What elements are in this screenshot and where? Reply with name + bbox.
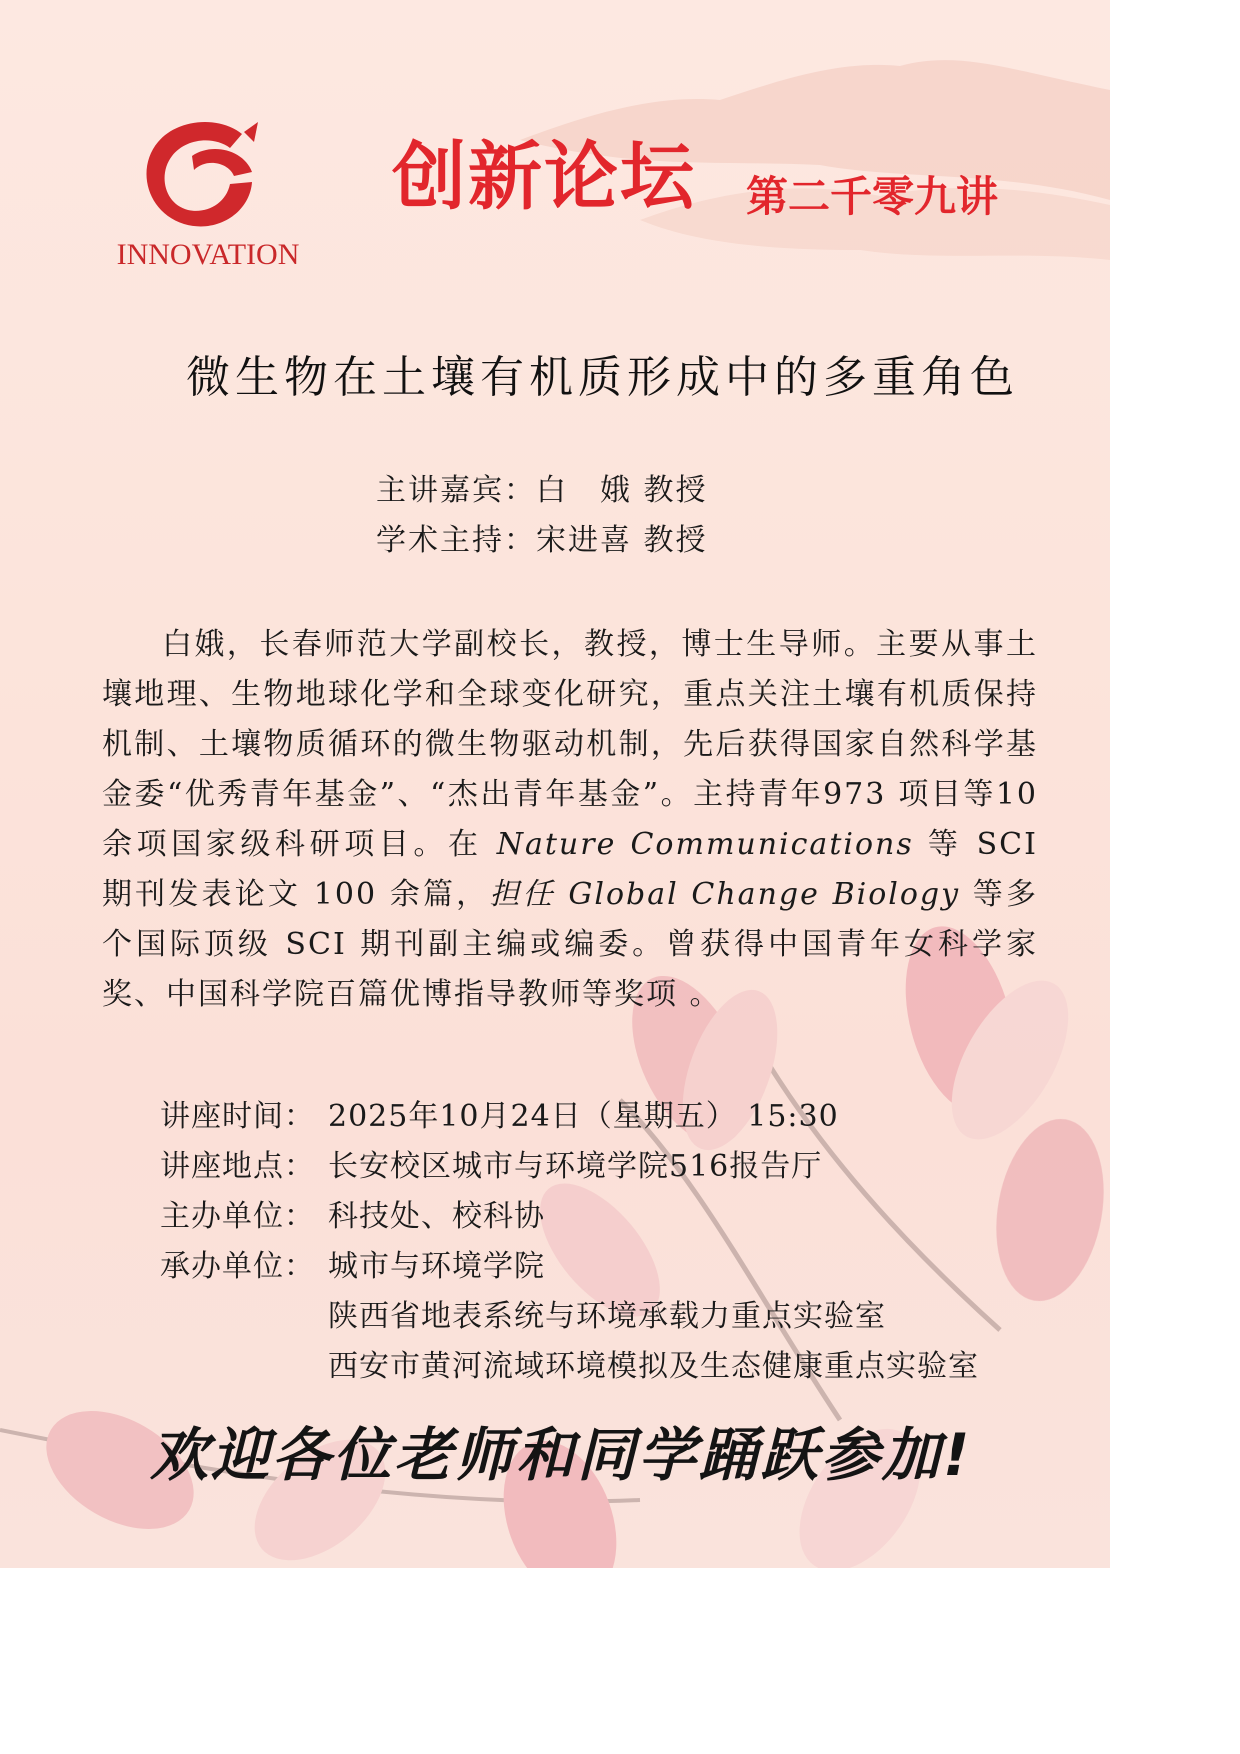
speaker-block — [376, 466, 708, 566]
speaker-name: 白 娥 教授 — [536, 473, 708, 508]
bio-paragraph — [102, 620, 1038, 1020]
place-value: 长安校区城市与环境学院516报告厅 — [328, 1149, 823, 1184]
speaker-bio — [102, 620, 1038, 1020]
co-organizer-item: 陕西省地表系统与环境承载力重点实验室 — [328, 1299, 886, 1334]
co-organizer-label: 承办单位： — [160, 1249, 315, 1284]
bio-text-3: 等多个国际顶级 SCI 期刊副主编或编委。曾获得中国青年女科学家奖、中国科学院百篇优博指导教师等奖项 。 — [102, 877, 1038, 1012]
innovation-logo — [108, 112, 308, 272]
event-details — [160, 1092, 979, 1392]
organizer-value: 科技处、校科协 — [328, 1199, 545, 1234]
host-label: 学术主持： — [376, 523, 536, 558]
co-organizer-row — [160, 1242, 979, 1392]
place-label: 讲座地点： — [160, 1149, 315, 1184]
host-name: 宋进喜 教授 — [536, 523, 708, 558]
innovation-swirl-icon — [134, 112, 274, 234]
bio-journal-1: Nature Communications — [496, 827, 914, 862]
bio-journal-2: 担任 Global Change Biology — [489, 877, 961, 912]
lecture-number: 第二千零九讲 — [746, 172, 999, 221]
speaker-line — [376, 466, 708, 516]
time-label: 讲座时间： — [160, 1099, 315, 1134]
forum-title: 创新论坛 — [392, 134, 696, 220]
speaker-label: 主讲嘉宾： — [376, 473, 536, 508]
co-organizer-list — [328, 1242, 979, 1392]
organizer-row — [160, 1192, 979, 1242]
co-organizer-item: 城市与环境学院 — [328, 1249, 545, 1284]
time-value: 2025年10月24日（星期五） 15:30 — [328, 1099, 839, 1134]
logo-text: INNOVATION — [116, 238, 300, 271]
time-row — [160, 1092, 979, 1142]
bio-text-1: 白娥，长春师范大学副校长，教授，博士生导师。主要从事土壤地理、生物地球化学和全球变化研究，重点关注土壤有机质保持机制、土壤物质循环的微生物驱动机制，先后获得国家自然科学基金委“优秀青年基金”、“杰出青年基金”。主持青年973 项目等10余项国家级科研项目。在 — [102, 627, 1038, 862]
lecture-title: 微生物在土壤有机质形成中的多重角色 — [186, 352, 1019, 403]
co-organizer-item: 西安市黄河流域环境模拟及生态健康重点实验室 — [328, 1349, 979, 1384]
place-row — [160, 1142, 979, 1192]
host-line — [376, 516, 708, 566]
welcome-banner: 欢迎各位老师和同学踊跃参加! — [150, 1421, 973, 1489]
organizer-label: 主办单位： — [160, 1199, 315, 1234]
bio-text-2: 等 SCI 期刊发表论文 100 余篇， — [102, 827, 1038, 912]
